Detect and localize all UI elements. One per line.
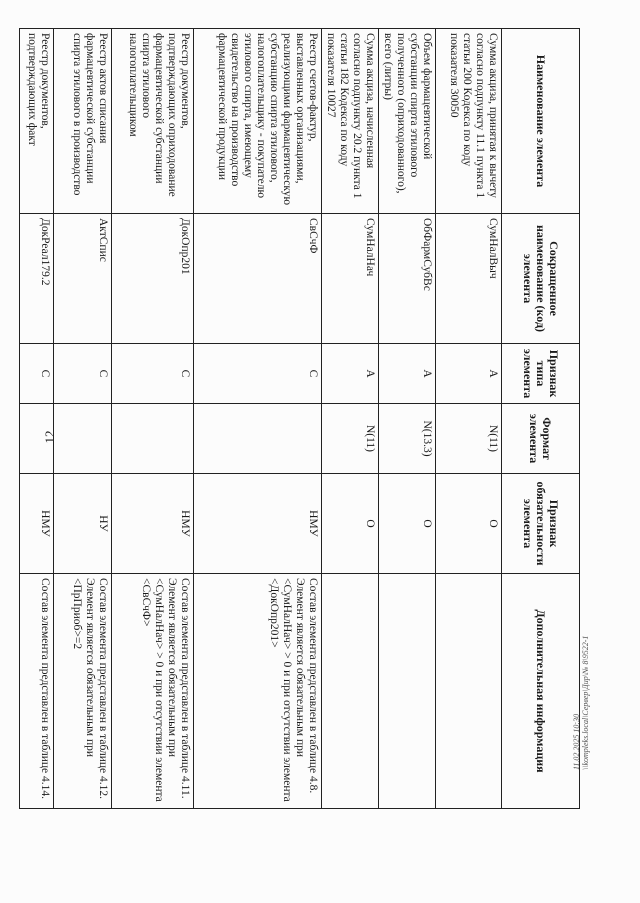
table-row bbox=[379, 29, 436, 809]
table-row bbox=[112, 29, 194, 809]
cell-name: Реестр актов списания фармацевтической субстанции спирта этилового в производство bbox=[54, 29, 112, 214]
cell-type: С bbox=[194, 344, 322, 404]
stamp-date: 11.02.2025 10:30 bbox=[572, 713, 581, 770]
cell-info: Состав элемента представлен в таблице 4.8. Элемент является обязательным при <СумНалНач> > 0 и при отсутствии элемента <ДокОпр201> bbox=[194, 574, 322, 809]
cell-required: НМУ bbox=[112, 474, 194, 574]
cell-info: Состав элемента представлен в таблице 4.14. bbox=[20, 574, 54, 809]
cell-info bbox=[436, 574, 502, 809]
header-required: Признак обязательности элемента bbox=[502, 474, 580, 574]
cell-format bbox=[54, 404, 112, 474]
cell-format: N(13.3) bbox=[379, 404, 436, 474]
cell-required: О bbox=[436, 474, 502, 574]
cell-name: Объем фармацевтической субстанции спирта этилового полученного (оприходованного), всего (литры) bbox=[379, 29, 436, 214]
cell-type: А bbox=[436, 344, 502, 404]
cell-format bbox=[194, 404, 322, 474]
cell-format bbox=[20, 404, 54, 474]
stamp-path: \\kompleks.local\Сервер\Дир\№ 8\9522-1 bbox=[581, 635, 590, 770]
cell-required: О bbox=[379, 474, 436, 574]
cell-code: АктСпис bbox=[54, 214, 112, 344]
cell-code: СумНалВыч bbox=[436, 214, 502, 344]
cell-code: СумНалНач bbox=[322, 214, 379, 344]
cell-type: С bbox=[112, 344, 194, 404]
cell-info: Состав элемента представлен в таблице 4.12. Элемент является обязательным при <ПрПриоб>=2 bbox=[54, 574, 112, 809]
header-info: Дополнительная информация bbox=[502, 574, 580, 809]
cell-type: А bbox=[379, 344, 436, 404]
cell-type: С bbox=[20, 344, 54, 404]
cell-required: НМУ bbox=[194, 474, 322, 574]
cell-format: N(11) bbox=[322, 404, 379, 474]
cell-name: Реестр документов, подтверждающих факт bbox=[20, 29, 54, 214]
table-row bbox=[54, 29, 112, 809]
page-number: 12 bbox=[42, 430, 57, 444]
cell-format bbox=[112, 404, 194, 474]
cell-format: N(11) bbox=[436, 404, 502, 474]
cell-info bbox=[379, 574, 436, 809]
cell-required: НМУ bbox=[20, 474, 54, 574]
table-row bbox=[436, 29, 502, 809]
cell-code: ОбФармСубВс bbox=[379, 214, 436, 344]
table-container bbox=[26, 28, 580, 808]
header-type: Признак типа элемента bbox=[502, 344, 580, 404]
cell-type: С bbox=[54, 344, 112, 404]
cell-required: НУ bbox=[54, 474, 112, 574]
header-format: Формат элемента bbox=[502, 404, 580, 474]
elements-table bbox=[19, 28, 580, 809]
table-row bbox=[20, 29, 54, 809]
table-row bbox=[322, 29, 379, 809]
cell-code: ДокРеал179.2 bbox=[20, 214, 54, 344]
table-row bbox=[194, 29, 322, 809]
cell-code: СвСчФ bbox=[194, 214, 322, 344]
cell-code: ДокОпр201 bbox=[112, 214, 194, 344]
table-header-row bbox=[502, 29, 580, 809]
header-name: Наименование элемента bbox=[502, 29, 580, 214]
cell-name: Реестр счетов-фактур, выставленных организациями, реализующими фармацевтическую субстанцию спирта этилового, налогоплательщику - покупателю этилового спирта, имеющему свидетельство на производство фармацевтической продукции bbox=[194, 29, 322, 214]
cell-type: А bbox=[322, 344, 379, 404]
cell-required: О bbox=[322, 474, 379, 574]
cell-info bbox=[322, 574, 379, 809]
cell-name: Реестр документов, подтверждающих оприходование фармацевтической субстанции спирта этилового налогоплательщиком bbox=[112, 29, 194, 214]
header-code: Сокращенное наименование (код) элемента bbox=[502, 214, 580, 344]
cell-info: Состав элемента представлен в таблице 4.11. Элемент является обязательным при <СумНалНач> > 0 и при отсутствии элемента <СвСчФ> bbox=[112, 574, 194, 809]
cell-name: Сумма акциза, начисленная согласно подпункту 20.2 пункта 1 статьи 182 Кодекса по коду показателя 10027 bbox=[322, 29, 379, 214]
cell-name: Сумма акциза, принятая к вычету согласно подпункту 11.1 пункта 1 статьи 200 Кодекса по коду показателя 30050 bbox=[436, 29, 502, 214]
file-stamp bbox=[572, 620, 590, 770]
